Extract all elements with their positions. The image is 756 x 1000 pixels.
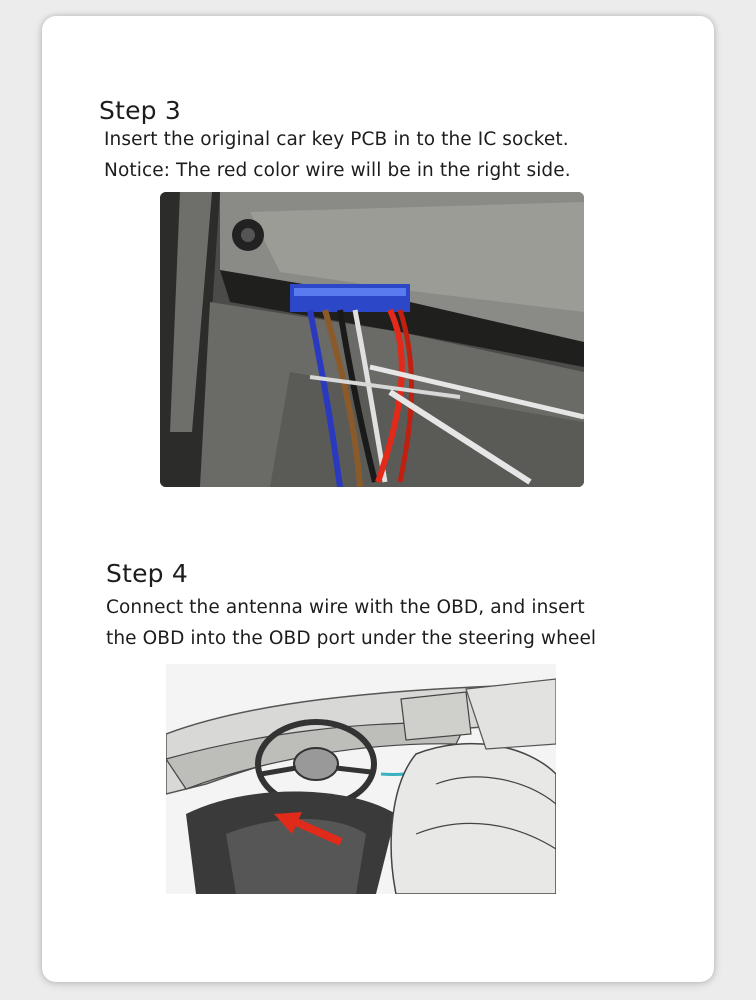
step3-title: Step 3 xyxy=(99,96,181,125)
step4-instruction-line2: the OBD into the OBD port under the steering wheel xyxy=(106,628,597,649)
step4-instruction-line1: Connect the antenna wire with the OBD, and insert xyxy=(106,597,585,618)
step3-wiring-photo xyxy=(160,192,584,487)
step3-notice: Notice: The red color wire will be in the right side. xyxy=(104,160,571,181)
instruction-sheet xyxy=(42,16,714,982)
step4-car-interior-sketch xyxy=(166,664,556,894)
step4-title: Step 4 xyxy=(106,559,188,588)
step3-instruction: Insert the original car key PCB in to the IC socket. xyxy=(104,129,569,150)
